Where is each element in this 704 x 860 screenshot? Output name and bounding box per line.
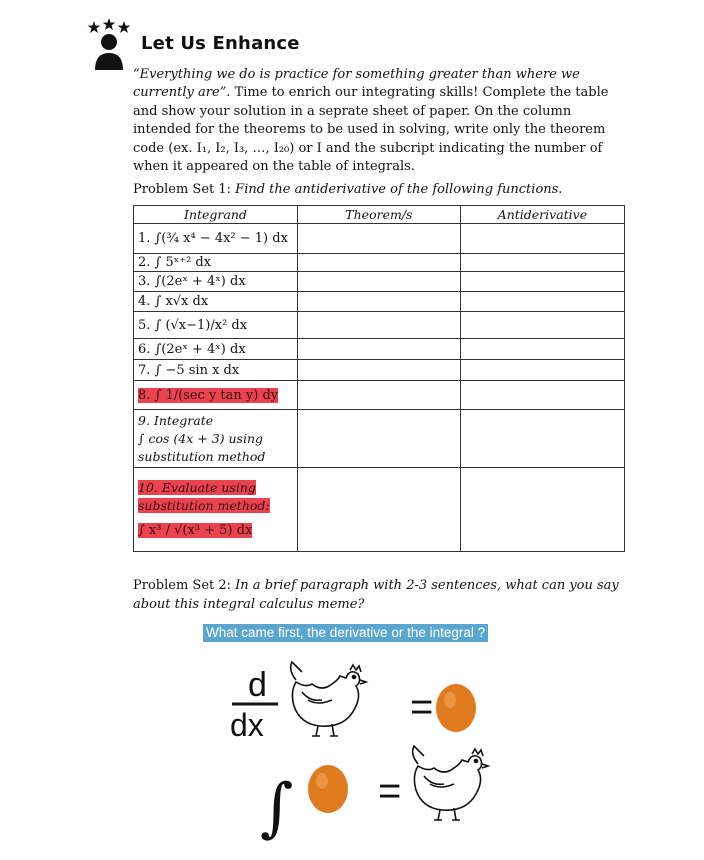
- antiderivative-cell-9[interactable]: [460, 410, 624, 468]
- integral-symbol: ∫: [260, 771, 294, 845]
- chicken-icon: [291, 662, 366, 736]
- problem-set-1-label: Problem Set 1:: [133, 182, 232, 197]
- header-theorems: Theorem/s: [297, 206, 460, 224]
- table-header-row: [134, 206, 625, 224]
- antiderivative-cell-7[interactable]: [460, 360, 624, 381]
- derivative-numerator: d: [248, 666, 267, 704]
- integrand-10-cell: [134, 468, 298, 552]
- egg-icon: [436, 684, 476, 732]
- table-row: [134, 381, 625, 410]
- egg-icon: [308, 765, 348, 813]
- integrand-5: 5. ∫ (√x−1)/x² dx: [134, 312, 298, 339]
- theorem-cell-2[interactable]: [297, 254, 460, 272]
- integrand-10-line1: 10. Evaluate using: [138, 480, 256, 495]
- derivative-denominator: dx: [230, 707, 264, 743]
- theorem-cell-1[interactable]: [297, 224, 460, 254]
- integrand-10-expression: ∫ x³ / √(x³ + 5) dx: [138, 523, 253, 538]
- integrand-2: 2. ∫ 5ˣ⁺² dx: [134, 254, 298, 272]
- antiderivative-cell-8[interactable]: [460, 381, 624, 410]
- table-row: [134, 410, 625, 468]
- integrand-8-cell: [134, 381, 298, 410]
- table-row: [134, 339, 625, 360]
- intro-paragraph: [133, 66, 625, 176]
- table-row: [134, 224, 625, 254]
- integrand-3: 3. ∫(2eˣ + 4ˣ) dx: [134, 272, 298, 292]
- antiderivative-cell-5[interactable]: [460, 312, 624, 339]
- table-row: [134, 292, 625, 312]
- theorem-cell-9[interactable]: [297, 410, 460, 468]
- integrand-10-line2: substitution method:: [138, 498, 270, 513]
- chicken-icon: [413, 746, 488, 820]
- header-integrand: Integrand: [134, 206, 298, 224]
- integrand-9-line3: substitution method: [138, 448, 266, 464]
- integrand-4: 4. ∫ x√x dx: [134, 292, 298, 312]
- theorem-cell-8[interactable]: [297, 381, 460, 410]
- integration-table: [133, 205, 625, 552]
- integrand-7: 7. ∫ −5 sin x dx: [134, 360, 298, 381]
- table-row: [134, 272, 625, 292]
- table-row: [134, 312, 625, 339]
- theorem-cell-10[interactable]: [297, 468, 460, 552]
- intro-body: Time to enrich our integrating skills! Complete the table and show your solution in a seprate sheet of paper. On the column intended for the theorems to be used in solving, write only the theorem code (ex. I₁, I₂, I₃, …, I₂₀) or I and the subcript indicating the number of when it appeared on the table of integrals.: [133, 85, 609, 175]
- meme-artwork: [200, 624, 506, 846]
- problem-set-2-heading: [133, 577, 633, 614]
- theorem-cell-7[interactable]: [297, 360, 460, 381]
- antiderivative-cell-3[interactable]: [460, 272, 624, 292]
- integrand-9-line1: 9. Integrate: [138, 412, 214, 428]
- calculus-meme-image: [200, 624, 506, 846]
- antiderivative-cell-6[interactable]: [460, 339, 624, 360]
- problem-set-2-instruction: In a brief paragraph with 2-3 sentences, what can you say about this integral calculus meme?: [133, 578, 619, 612]
- table-row: [134, 254, 625, 272]
- equals-sign-top: =: [410, 685, 434, 729]
- theorem-cell-5[interactable]: [297, 312, 460, 339]
- integrand-8: 8. ∫ 1/(sec y tan y) dy: [138, 387, 279, 403]
- integrand-6: 6. ∫(2eˣ + 4ˣ) dx: [134, 339, 298, 360]
- meme-caption: What came first, the derivative or the integral ?: [203, 624, 488, 642]
- integrand-1: 1. ∫(¾ x⁴ − 4x² − 1) dx: [134, 224, 298, 254]
- intro-quote: “Everything we do is practice for something greater than where we currently are”.: [133, 67, 580, 101]
- header-antiderivative: Antiderivative: [460, 206, 624, 224]
- antiderivative-cell-10[interactable]: [460, 468, 624, 552]
- achiever-person-with-stars-icon: [86, 18, 132, 76]
- integrand-9-cell: [134, 410, 298, 468]
- problem-set-1-heading: [133, 182, 562, 197]
- antiderivative-cell-4[interactable]: [460, 292, 624, 312]
- table-row: [134, 360, 625, 381]
- equals-sign-bottom: =: [378, 769, 402, 813]
- antiderivative-cell-1[interactable]: [460, 224, 624, 254]
- page-title: Let Us Enhance: [141, 33, 300, 54]
- theorem-cell-4[interactable]: [297, 292, 460, 312]
- table-row: [134, 468, 625, 552]
- antiderivative-cell-2[interactable]: [460, 254, 624, 272]
- integrand-9-line2: ∫ cos (4x + 3) using: [138, 430, 264, 446]
- problem-set-2-label: Problem Set 2:: [133, 578, 232, 593]
- problem-set-1-instruction: Find the antiderivative of the following functions.: [235, 182, 563, 197]
- theorem-cell-6[interactable]: [297, 339, 460, 360]
- theorem-cell-3[interactable]: [297, 272, 460, 292]
